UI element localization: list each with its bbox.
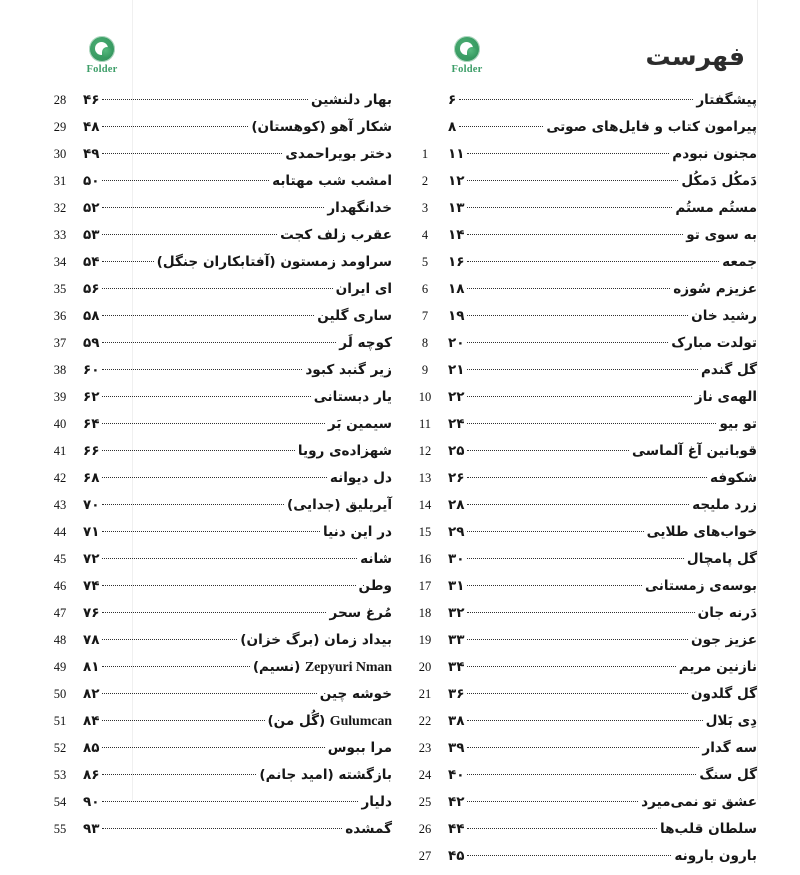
toc-entry-title: شهزاده‌ی رویا bbox=[297, 443, 392, 459]
toc-entry[interactable] bbox=[402, 416, 757, 443]
toc-entry-page-number: ۵۸ bbox=[83, 308, 100, 324]
toc-entry[interactable] bbox=[402, 173, 757, 200]
toc-entry-index: 1 bbox=[421, 147, 429, 161]
toc-entry-page-number: ۸۱ bbox=[83, 659, 100, 675]
toc-leader-dots bbox=[102, 423, 324, 424]
toc-entry-page-number: ۳۴ bbox=[448, 659, 465, 675]
toc-leader-dots bbox=[467, 288, 670, 289]
toc-entry-page-number: ۵۹ bbox=[83, 335, 100, 351]
toc-entry[interactable] bbox=[37, 551, 392, 578]
toc-leader-dots bbox=[467, 531, 643, 532]
toc-entry[interactable] bbox=[37, 200, 392, 227]
toc-entry-page-number: ۱۶ bbox=[448, 254, 465, 270]
toc-entry-title: شکار آهو (کوهستان) bbox=[251, 119, 392, 135]
toc-entry-page-number: ۲۵ bbox=[448, 443, 465, 459]
toc-entries-left bbox=[37, 92, 392, 848]
toc-leader-dots bbox=[467, 261, 719, 262]
toc-entry[interactable] bbox=[402, 551, 757, 578]
toc-entry[interactable] bbox=[37, 416, 392, 443]
toc-entry-index: 33 bbox=[53, 228, 67, 242]
toc-entry[interactable] bbox=[37, 821, 392, 848]
toc-entry-title: دلیار bbox=[361, 794, 392, 810]
toc-entry[interactable] bbox=[37, 497, 392, 524]
toc-entry-title: سراومد زمستون (آفتابکاران جنگل) bbox=[156, 254, 392, 270]
toc-entry-index: 54 bbox=[53, 795, 67, 809]
toc-entry-title: Gulumcan (گُل من) bbox=[267, 713, 392, 729]
toc-leader-dots bbox=[467, 801, 638, 802]
toc-entry-index: 18 bbox=[418, 606, 432, 620]
toc-entry-title: بهار دلنشین bbox=[311, 92, 392, 108]
toc-leader-dots bbox=[102, 180, 269, 181]
toc-entry-title: عشق تو نمی‌میرد bbox=[641, 794, 757, 810]
column-header-right bbox=[402, 36, 757, 90]
toc-leader-dots bbox=[467, 369, 697, 370]
toc-entry[interactable] bbox=[402, 794, 757, 821]
toc-entry-title: مُرغ سحر bbox=[329, 605, 392, 621]
toc-entry[interactable] bbox=[37, 92, 392, 119]
toc-entry-page-number: ۴۰ bbox=[448, 767, 465, 783]
toc-entry-index: 42 bbox=[53, 471, 67, 485]
toc-entry[interactable] bbox=[37, 389, 392, 416]
toc-leader-dots bbox=[102, 288, 332, 289]
toc-entry-index: 17 bbox=[418, 579, 432, 593]
toc-leader-dots bbox=[467, 180, 678, 181]
toc-entry[interactable] bbox=[37, 443, 392, 470]
toc-entry-index: 15 bbox=[418, 525, 432, 539]
toc-entry-index: 24 bbox=[418, 768, 432, 782]
toc-entry-title: گل گلدون bbox=[690, 686, 757, 702]
toc-entry-title: کوچه لَر bbox=[339, 335, 392, 351]
toc-leader-dots bbox=[102, 801, 358, 802]
toc-leader-dots bbox=[102, 207, 324, 208]
toc-entry-title: شکوفه bbox=[710, 470, 757, 486]
toc-entry-title: یار دبستانی bbox=[313, 389, 392, 405]
toc-entry-title: گل پامچال bbox=[686, 551, 757, 567]
toc-entry[interactable] bbox=[37, 281, 392, 308]
toc-entry-index: 21 bbox=[418, 687, 432, 701]
folder-badge-right[interactable] bbox=[441, 36, 493, 76]
toc-entry[interactable] bbox=[402, 362, 757, 389]
toc-entry-page-number: ۴۴ bbox=[448, 821, 465, 837]
toc-entry[interactable] bbox=[402, 389, 757, 416]
toc-entry-page-number: ۱۹ bbox=[448, 308, 465, 324]
toc-entry-title: تولدت مبارک bbox=[671, 335, 757, 351]
toc-entry-page-number: ۴۲ bbox=[448, 794, 465, 810]
toc-entry-page-number: ۲۸ bbox=[448, 497, 465, 513]
toc-entry-page-number: ۳۶ bbox=[448, 686, 465, 702]
toc-entry-title: دختر بویراحمدی bbox=[285, 146, 392, 162]
toc-entry-title: ساری گلین bbox=[317, 308, 392, 324]
toc-leader-dots bbox=[467, 450, 628, 451]
toc-entry[interactable] bbox=[402, 713, 757, 740]
toc-entry-index: 4 bbox=[421, 228, 429, 242]
toc-leader-dots bbox=[102, 396, 310, 397]
toc-entry-page-number: ۱۱ bbox=[448, 146, 465, 162]
toc-leader-dots bbox=[467, 207, 672, 208]
toc-entry-page-number: ۳۱ bbox=[448, 578, 465, 594]
toc-entry-title: پیرامون کتاب و فایل‌های صوتی bbox=[546, 119, 757, 135]
toc-entry-index: 46 bbox=[53, 579, 67, 593]
toc-entry-title: بیداد زمان (برگ خزان) bbox=[240, 632, 392, 648]
toc-entry-index: 2 bbox=[421, 174, 429, 188]
toc-leader-dots bbox=[102, 666, 249, 667]
toc-entry[interactable] bbox=[402, 497, 757, 524]
toc-leader-dots bbox=[102, 369, 302, 370]
toc-leader-dots bbox=[467, 693, 687, 694]
toc-entry-index: 40 bbox=[53, 417, 67, 431]
toc-entry-index: 3 bbox=[421, 201, 429, 215]
toc-entry-page-number: ۲۲ bbox=[448, 389, 465, 405]
toc-leader-dots bbox=[467, 747, 699, 748]
toc-entry-index: 48 bbox=[53, 633, 67, 647]
toc-leader-dots bbox=[467, 855, 671, 856]
toc-entry-title: ای ایران bbox=[335, 281, 392, 297]
toc-entry-page-number: ۸۵ bbox=[83, 740, 100, 756]
toc-entry[interactable] bbox=[37, 605, 392, 632]
toc-entry-title: پیشگفتار bbox=[696, 92, 757, 108]
toc-entry[interactable] bbox=[402, 524, 757, 551]
toc-entry-title: دل دیوانه bbox=[329, 470, 392, 486]
toc-entry[interactable] bbox=[37, 308, 392, 335]
folder-badge-left[interactable] bbox=[76, 36, 128, 76]
toc-entry[interactable] bbox=[37, 146, 392, 173]
toc-leader-dots bbox=[102, 477, 326, 478]
toc-entry-title: گل سنگ bbox=[699, 767, 757, 783]
toc-entry[interactable] bbox=[402, 146, 757, 173]
toc-entry-title: در این دنیا bbox=[323, 524, 392, 540]
toc-entry-index: 6 bbox=[421, 282, 429, 296]
toc-entry-index: 55 bbox=[53, 822, 67, 836]
toc-entry-index: 38 bbox=[53, 363, 67, 377]
toc-entry-page-number: ۵۰ bbox=[83, 173, 100, 189]
toc-entry[interactable] bbox=[37, 659, 392, 686]
toc-entry-page-number: ۹۰ bbox=[83, 794, 100, 810]
toc-leader-dots bbox=[467, 342, 668, 343]
toc-entry[interactable] bbox=[402, 767, 757, 794]
toc-entry-title: تو بیو bbox=[719, 416, 757, 432]
toc-entry[interactable] bbox=[402, 659, 757, 686]
toc-entry-title: عقرب زلف کجت bbox=[280, 227, 392, 243]
toc-entry-index: 9 bbox=[421, 363, 429, 377]
toc-entry[interactable] bbox=[402, 227, 757, 254]
toc-entry[interactable] bbox=[402, 92, 757, 119]
toc-entry-index: 22 bbox=[418, 714, 432, 728]
toc-leader-dots bbox=[102, 693, 316, 694]
toc-leader-dots bbox=[467, 666, 675, 667]
toc-entry-page-number: ۲۰ bbox=[448, 335, 465, 351]
toc-entry-index: 32 bbox=[53, 201, 67, 215]
toc-entry-page-number: ۸۲ bbox=[83, 686, 100, 702]
toc-entry-index: 27 bbox=[418, 849, 432, 863]
toc-entry-page-number: ۷۶ bbox=[83, 605, 100, 621]
toc-entry-index: 34 bbox=[53, 255, 67, 269]
toc-entry-index: 23 bbox=[418, 741, 432, 755]
toc-entry-index: 41 bbox=[53, 444, 67, 458]
toc-entry-title: دَرنه جان bbox=[697, 605, 757, 621]
toc-entry-index: 43 bbox=[53, 498, 67, 512]
toc-entry[interactable] bbox=[402, 632, 757, 659]
toc-entry-page-number: ۲۴ bbox=[448, 416, 465, 432]
toc-entry-page-number: ۴۶ bbox=[83, 92, 100, 108]
toc-entry-title: سه گدار bbox=[702, 740, 757, 756]
toc-leader-dots bbox=[102, 747, 324, 748]
toc-entry-index: 8 bbox=[421, 336, 429, 350]
toc-leader-dots bbox=[102, 342, 336, 343]
toc-entry-title: وطن bbox=[358, 578, 392, 594]
toc-entry-index: 35 bbox=[53, 282, 67, 296]
toc-entry[interactable] bbox=[402, 443, 757, 470]
toc-entry-page-number: ۴۹ bbox=[83, 146, 100, 162]
toc-entry-title: امشب شب مهتابه bbox=[272, 173, 392, 189]
toc-leader-dots bbox=[467, 720, 702, 721]
toc-entry-title: عزیز جون bbox=[691, 632, 757, 648]
toc-entry[interactable] bbox=[37, 578, 392, 605]
toc-leader-dots bbox=[102, 99, 308, 100]
toc-entry-title: بازگشته (امید جانم) bbox=[259, 767, 392, 783]
folder-circle-icon bbox=[454, 36, 480, 62]
toc-entry-title: رشید خان bbox=[691, 308, 757, 324]
toc-leader-dots bbox=[467, 612, 694, 613]
toc-entry-page-number: ۶ bbox=[448, 92, 457, 108]
toc-entry-index: 31 bbox=[53, 174, 67, 188]
toc-entry-title: سیمین بَر bbox=[327, 416, 392, 432]
toc-leader-dots bbox=[467, 396, 691, 397]
toc-entry[interactable] bbox=[402, 254, 757, 281]
folder-badge-label: Folder bbox=[86, 64, 118, 75]
toc-entry-index: 49 bbox=[53, 660, 67, 674]
toc-entry[interactable] bbox=[37, 173, 392, 200]
toc-entry-index: 53 bbox=[53, 768, 67, 782]
toc-leader-dots bbox=[467, 828, 657, 829]
toc-entry-title: خدانگهدار bbox=[327, 200, 392, 216]
toc-entry[interactable] bbox=[402, 200, 757, 227]
toc-leader-dots bbox=[102, 153, 282, 154]
toc-entry[interactable] bbox=[402, 335, 757, 362]
toc-leader-dots bbox=[102, 234, 277, 235]
toc-entry[interactable] bbox=[37, 254, 392, 281]
toc-entry-title: به سوی تو bbox=[686, 227, 757, 243]
toc-entry-page-number: ۱۳ bbox=[448, 200, 465, 216]
toc-entry[interactable] bbox=[37, 227, 392, 254]
toc-entry-page-number: ۵۳ bbox=[83, 227, 100, 243]
toc-entry-page-number: ۱۲ bbox=[448, 173, 465, 189]
toc-leader-dots bbox=[467, 585, 641, 586]
toc-leader-dots bbox=[102, 828, 342, 829]
toc-leader-dots bbox=[467, 558, 683, 559]
toc-entry-title: زیر گنبد کبود bbox=[305, 362, 392, 378]
toc-leader-dots bbox=[102, 126, 248, 127]
toc-leader-dots bbox=[459, 126, 543, 127]
toc-entry-index: 12 bbox=[418, 444, 432, 458]
toc-entry-title: سلطان قلب‌ها bbox=[660, 821, 757, 837]
toc-entry-page-number: ۱۴ bbox=[448, 227, 465, 243]
toc-entry-index: 19 bbox=[418, 633, 432, 647]
toc-leader-dots bbox=[467, 234, 683, 235]
toc-entry-index: 5 bbox=[421, 255, 429, 269]
toc-entry[interactable] bbox=[37, 740, 392, 767]
toc-entry-index: 45 bbox=[53, 552, 67, 566]
toc-entry-page-number: ۵۶ bbox=[83, 281, 100, 297]
toc-leader-dots bbox=[459, 99, 693, 100]
toc-entry-index: 36 bbox=[53, 309, 67, 323]
toc-entry-page-number: ۶۸ bbox=[83, 470, 100, 486]
toc-entry-title: گمشده bbox=[345, 821, 392, 837]
toc-leader-dots bbox=[467, 504, 689, 505]
toc-entry[interactable] bbox=[402, 605, 757, 632]
toc-entry[interactable] bbox=[37, 713, 392, 740]
toc-entry-title: بوسه‌ی زمستانی bbox=[644, 578, 757, 594]
toc-entry-title: قوبانین آغ آلماسی bbox=[631, 443, 757, 459]
toc-entry-title: Zepyuri Nman (نسیم) bbox=[252, 659, 392, 675]
toc-entry-page-number: ۴۸ bbox=[83, 119, 100, 135]
toc-entry-page-number: ۳۰ bbox=[448, 551, 465, 567]
toc-leader-dots bbox=[467, 315, 688, 316]
toc-entry-title: نازنین مریم bbox=[678, 659, 757, 675]
toc-entry-page-number: ۹۳ bbox=[83, 821, 100, 837]
toc-entry-title: خواب‌های طلایی bbox=[646, 524, 757, 540]
toc-leader-dots bbox=[102, 720, 264, 721]
toc-entry[interactable] bbox=[402, 281, 757, 308]
toc-entry-index: 26 bbox=[418, 822, 432, 836]
toc-entry-index: 37 bbox=[53, 336, 67, 350]
toc-entry-index: 28 bbox=[53, 93, 67, 107]
toc-entry-title: عزیزم سُوزه bbox=[673, 281, 757, 297]
toc-entry[interactable] bbox=[402, 740, 757, 767]
toc-entry-index: 30 bbox=[53, 147, 67, 161]
toc-entry-title: مستُم مستُم bbox=[675, 200, 757, 216]
toc-entry-title: دِی بَلال bbox=[705, 713, 757, 729]
toc-entry-index: 51 bbox=[53, 714, 67, 728]
toc-entries-right bbox=[402, 92, 757, 875]
toc-entry-index: 29 bbox=[53, 120, 67, 134]
toc-leader-dots bbox=[102, 774, 256, 775]
toc-entry-index: 20 bbox=[418, 660, 432, 674]
toc-entry-index: 7 bbox=[421, 309, 429, 323]
toc-leader-dots bbox=[102, 585, 355, 586]
toc-leader-dots bbox=[102, 315, 314, 316]
toc-leader-dots bbox=[102, 450, 294, 451]
toc-entry-page-number: ۷۸ bbox=[83, 632, 100, 648]
toc-entry-page-number: ۸ bbox=[448, 119, 457, 135]
toc-entry-page-number: ۲۱ bbox=[448, 362, 465, 378]
toc-entry-index: 52 bbox=[53, 741, 67, 755]
toc-entry-index: 10 bbox=[418, 390, 432, 404]
toc-entry-title: خوشه چین bbox=[319, 686, 392, 702]
toc-entry-title: شانه bbox=[360, 551, 392, 567]
toc-entry-page-number: ۵۴ bbox=[83, 254, 100, 270]
toc-entry[interactable] bbox=[402, 686, 757, 713]
folder-badge-label: Folder bbox=[451, 64, 483, 75]
toc-entry-title: بارون بارونه bbox=[674, 848, 757, 864]
toc-leader-dots bbox=[102, 504, 284, 505]
toc-entry-title: آیریلیق (جدایی) bbox=[287, 497, 392, 513]
toc-entry-title: مرا ببوس bbox=[327, 740, 392, 756]
toc-entry-page-number: ۵۲ bbox=[83, 200, 100, 216]
toc-entry-title: دَمکُل دَمکُل bbox=[681, 173, 757, 189]
toc-entry-index: 50 bbox=[53, 687, 67, 701]
toc-entry[interactable] bbox=[402, 578, 757, 605]
toc-entry[interactable] bbox=[37, 632, 392, 659]
toc-entry-page-number: ۸۴ bbox=[83, 713, 100, 729]
toc-entry[interactable] bbox=[37, 470, 392, 497]
toc-entry-page-number: ۴۵ bbox=[448, 848, 465, 864]
toc-entry-page-number: ۶۴ bbox=[83, 416, 100, 432]
toc-entry[interactable] bbox=[37, 767, 392, 794]
toc-entry-page-number: ۷۰ bbox=[83, 497, 100, 513]
toc-entry-page-number: ۱۸ bbox=[448, 281, 465, 297]
toc-entry-title: جمعه bbox=[722, 254, 757, 270]
toc-entry-page-number: ۷۴ bbox=[83, 578, 100, 594]
toc-leader-dots bbox=[467, 774, 696, 775]
toc-entry-page-number: ۷۱ bbox=[83, 524, 100, 540]
toc-leader-dots bbox=[467, 153, 669, 154]
toc-entry-index: 16 bbox=[418, 552, 432, 566]
toc-entry[interactable] bbox=[37, 119, 392, 146]
toc-entry-page-number: ۳۲ bbox=[448, 605, 465, 621]
toc-entry-page-number: ۳۳ bbox=[448, 632, 465, 648]
toc-leader-dots bbox=[102, 639, 237, 640]
toc-entry-page-number: ۲۶ bbox=[448, 470, 465, 486]
toc-leader-dots bbox=[102, 558, 357, 559]
toc-entry-title: الهه‌ی ناز bbox=[694, 389, 757, 405]
toc-entry-page-number: ۳۸ bbox=[448, 713, 465, 729]
toc-entry-page-number: ۷۲ bbox=[83, 551, 100, 567]
toc-leader-dots bbox=[467, 477, 707, 478]
toc-entry-page-number: ۶۶ bbox=[83, 443, 100, 459]
toc-entry-index: 47 bbox=[53, 606, 67, 620]
toc-entry[interactable] bbox=[37, 686, 392, 713]
toc-entry[interactable] bbox=[402, 848, 757, 875]
column-header-left bbox=[37, 36, 392, 90]
page-title: فهرست bbox=[645, 42, 745, 71]
toc-entry-page-number: ۶۲ bbox=[83, 389, 100, 405]
toc-leader-dots bbox=[467, 423, 716, 424]
toc-entry[interactable] bbox=[402, 470, 757, 497]
toc-entry[interactable] bbox=[37, 794, 392, 821]
toc-entry[interactable] bbox=[402, 308, 757, 335]
toc-entry[interactable] bbox=[37, 362, 392, 389]
toc-entry-index: 25 bbox=[418, 795, 432, 809]
toc-entry-index: 39 bbox=[53, 390, 67, 404]
toc-entry-title: گل گندم bbox=[700, 362, 757, 378]
toc-entry-index: 13 bbox=[418, 471, 432, 485]
toc-entry-page-number: ۲۹ bbox=[448, 524, 465, 540]
toc-entry-index: 14 bbox=[418, 498, 432, 512]
toc-entry[interactable] bbox=[37, 335, 392, 362]
toc-entry[interactable] bbox=[402, 119, 757, 146]
toc-leader-dots bbox=[102, 261, 153, 262]
toc-column-right bbox=[402, 0, 757, 864]
toc-entry-page-number: ۸۶ bbox=[83, 767, 100, 783]
toc-entry-index: 11 bbox=[418, 417, 432, 431]
toc-entry[interactable] bbox=[37, 524, 392, 551]
toc-entry-page-number: ۶۰ bbox=[83, 362, 100, 378]
toc-leader-dots bbox=[467, 639, 688, 640]
toc-leader-dots bbox=[102, 531, 320, 532]
toc-entry-title: زرد ملیجه bbox=[692, 497, 757, 513]
toc-column-left bbox=[37, 0, 392, 837]
toc-entry-page-number: ۳۹ bbox=[448, 740, 465, 756]
toc-entry-index: 44 bbox=[53, 525, 67, 539]
toc-entry[interactable] bbox=[402, 821, 757, 848]
toc-leader-dots bbox=[102, 612, 326, 613]
toc-entry-title: مجنون نبودم bbox=[672, 146, 757, 162]
folder-circle-icon bbox=[89, 36, 115, 62]
